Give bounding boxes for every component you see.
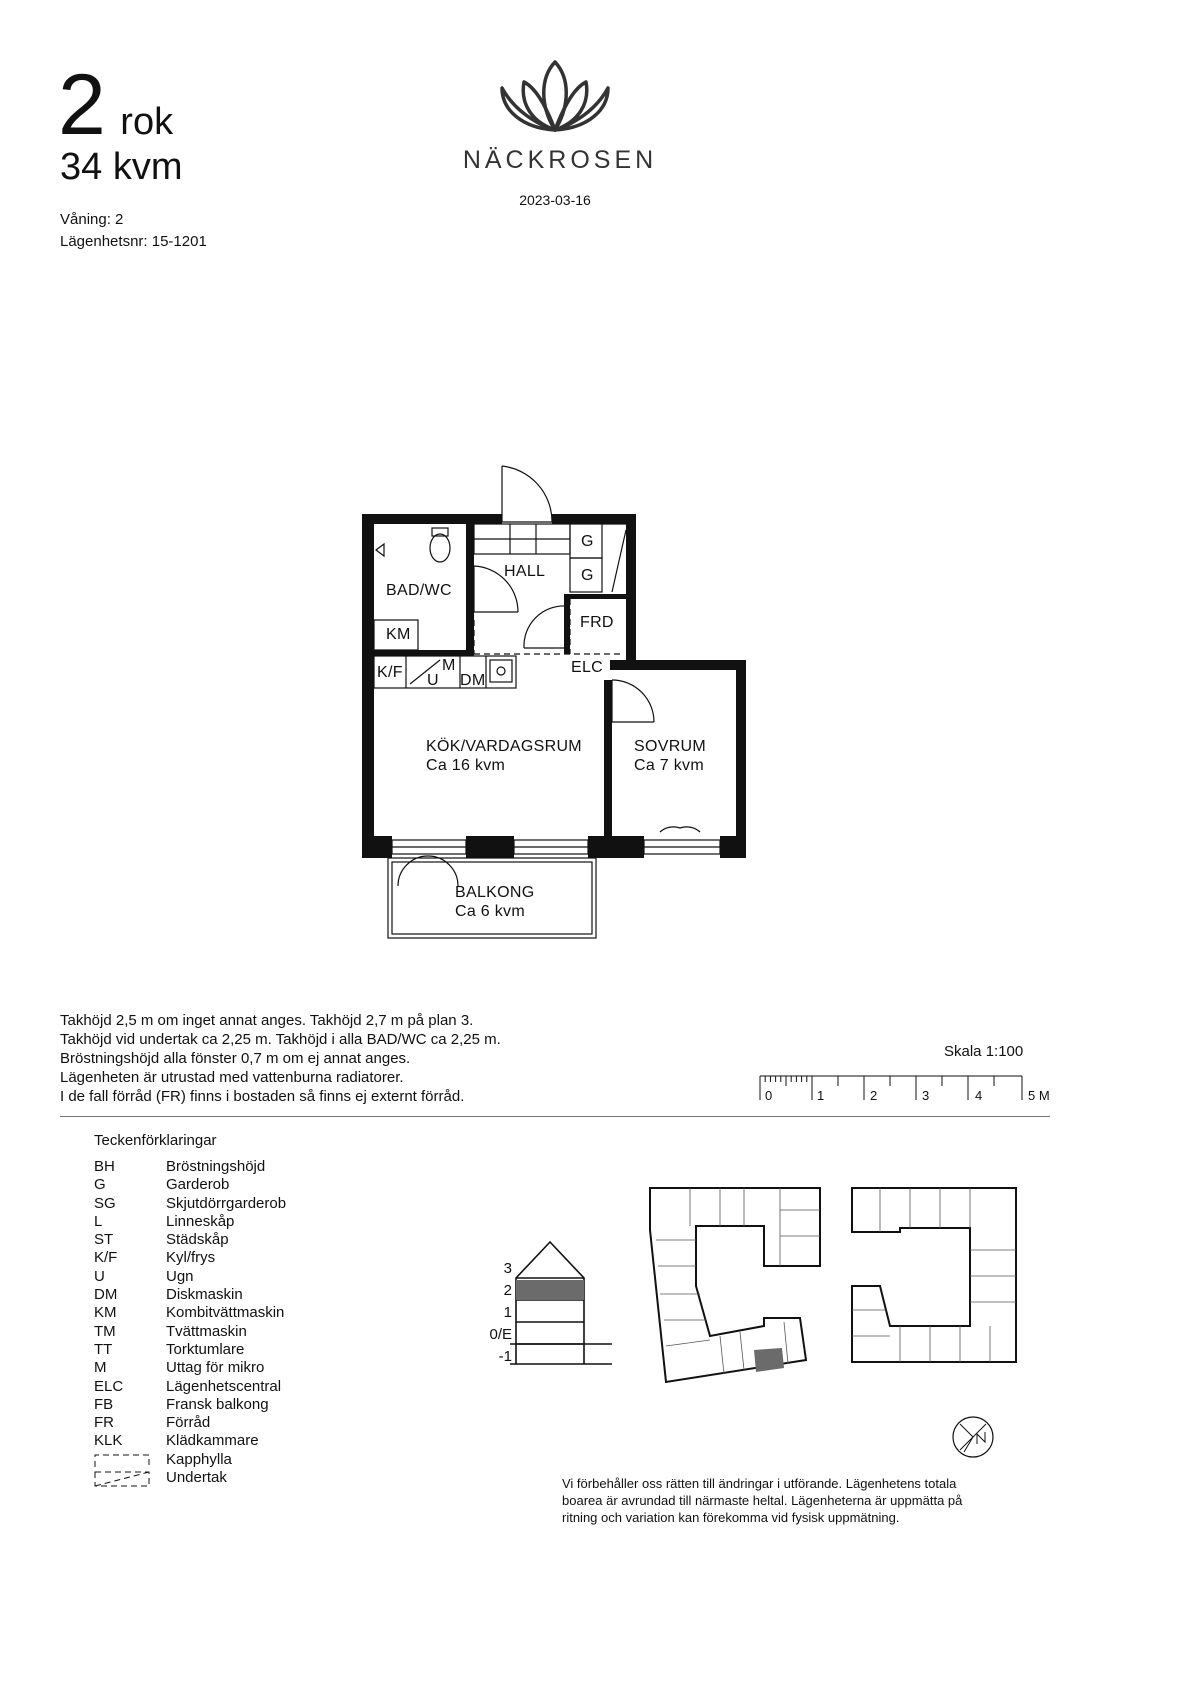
- brand-name: NÄCKROSEN: [462, 146, 658, 174]
- lowered-ceiling-symbol-icon: [94, 1471, 150, 1487]
- note-line: Bröstningshöjd alla fönster 0,7 m om ej annat anges.: [60, 1050, 411, 1067]
- plan-date: 2023-03-16: [519, 192, 591, 208]
- section-divider: [60, 1116, 1050, 1117]
- plan-label-kf: K/F: [377, 664, 403, 681]
- legend-item: ELC Lägenhetscentral: [94, 1377, 282, 1395]
- scale-label: Skala 1:100: [944, 1043, 1024, 1060]
- legend-list: [94, 1158, 286, 1487]
- legend-item: FR Förråd: [94, 1414, 211, 1432]
- room-count-number: 2: [58, 57, 106, 153]
- plan-label-g1: G: [581, 533, 594, 550]
- legend-item: Undertak: [94, 1469, 286, 1487]
- plan-label-balkong-area: Ca 6 kvm: [455, 903, 525, 920]
- note-line: Takhöjd vid undertak ca 2,25 m. Takhöjd i alla BAD/WC ca 2,25 m.: [60, 1031, 501, 1048]
- scale-tick-label: 3: [922, 1088, 930, 1103]
- coat-shelf-symbol-icon: [94, 1454, 150, 1468]
- plan-label-km: KM: [386, 626, 411, 643]
- floor-levels: [470, 1258, 512, 1368]
- legend-item: SG Skjutdörrgarderob: [94, 1194, 287, 1212]
- legend-item: ST Städskåp: [94, 1231, 229, 1249]
- plan-label-frd: FRD: [580, 614, 614, 631]
- legend-title: Teckenförklaringar: [94, 1132, 217, 1149]
- legend-item: U Ugn: [94, 1267, 194, 1285]
- lotus-logo-icon: [496, 58, 614, 134]
- plan-label-kok: KÖK/VARDAGSRUM: [426, 738, 582, 755]
- plan-label-elc: ELC: [571, 659, 604, 676]
- room-count-unit: rok: [120, 101, 174, 143]
- ceiling-notes: [60, 1011, 501, 1106]
- plan-label-kok-area: Ca 16 kvm: [426, 757, 506, 774]
- disclaimer: [562, 1475, 962, 1526]
- legend-item: TT Torktumlare: [94, 1340, 245, 1358]
- disclaimer-line: boarea är avrundad till närmaste heltal. Lägenheterna är uppmätta på: [562, 1493, 963, 1508]
- apartment-number: Lägenhetsnr: 15-1201: [60, 233, 207, 250]
- scale-bar: [756, 1072, 1026, 1104]
- note-line: Lägenheten är utrustad med vattenburna radiatorer.: [60, 1069, 404, 1086]
- north-arrow-icon: [950, 1414, 996, 1460]
- scale-tick-label: 2: [870, 1088, 878, 1103]
- floor-level-label: 0/E: [489, 1326, 512, 1343]
- legend-item: KM Kombitvättmaskin: [94, 1304, 285, 1322]
- legend-item: TM Tvättmaskin: [94, 1322, 247, 1340]
- legend-item: L Linneskåp: [94, 1212, 235, 1230]
- floor-level-label: 3: [503, 1260, 512, 1277]
- plan-label-balkong: BALKONG: [455, 884, 535, 901]
- floor-level-label: -1: [498, 1348, 512, 1365]
- legend-item: K/F Kyl/frys: [94, 1249, 216, 1267]
- scale-tick-label: 4: [975, 1088, 983, 1103]
- legend-item: BH Bröstningshöjd: [94, 1158, 266, 1175]
- scale-tick-label: 0: [765, 1088, 773, 1103]
- note-line: Takhöjd 2,5 m om inget annat anges. Takhöjd 2,7 m på plan 3.: [60, 1012, 474, 1029]
- room-count: [58, 57, 174, 153]
- plan-label-m: M: [442, 657, 456, 674]
- plan-label-sovrum: SOVRUM: [634, 738, 707, 755]
- plan-label-g2: G: [581, 567, 594, 584]
- scale-tick-label: 1: [817, 1088, 825, 1103]
- plan-label-dm: DM: [460, 672, 486, 689]
- building-section-icon: [510, 1236, 614, 1366]
- legend-item: Kapphylla: [94, 1451, 286, 1469]
- plan-label-sovrum-area: Ca 7 kvm: [634, 757, 704, 774]
- plan-label-u: U: [427, 672, 439, 689]
- floor-level-label: 2: [503, 1282, 512, 1299]
- apartment-area: 34 kvm: [60, 146, 183, 188]
- site-plan: [640, 1180, 1030, 1390]
- note-line: I de fall förråd (FR) finns i bostaden så finns ej externt förråd.: [60, 1088, 465, 1105]
- legend-item: G Garderob: [94, 1176, 230, 1194]
- scale-tick-label: 5 M: [1028, 1088, 1050, 1103]
- legend-item: KLK Klädkammare: [94, 1432, 259, 1450]
- legend-item: DM Diskmaskin: [94, 1286, 243, 1304]
- plan-label-hall: HALL: [504, 563, 546, 580]
- floor-label: Våning: 2: [60, 211, 124, 228]
- plan-label-bad: BAD/WC: [386, 582, 452, 599]
- floor-plan: [350, 460, 770, 960]
- disclaimer-line: Vi förbehåller oss rätten till ändringar i utförande. Lägenhetens totala: [562, 1476, 957, 1491]
- legend-item: FB Fransk balkong: [94, 1395, 269, 1413]
- legend-item: M Uttag för mikro: [94, 1359, 265, 1377]
- floor-level-label: 1: [503, 1304, 512, 1321]
- disclaimer-line: ritning och variation kan förekomma vid fysisk uppmätning.: [562, 1510, 900, 1525]
